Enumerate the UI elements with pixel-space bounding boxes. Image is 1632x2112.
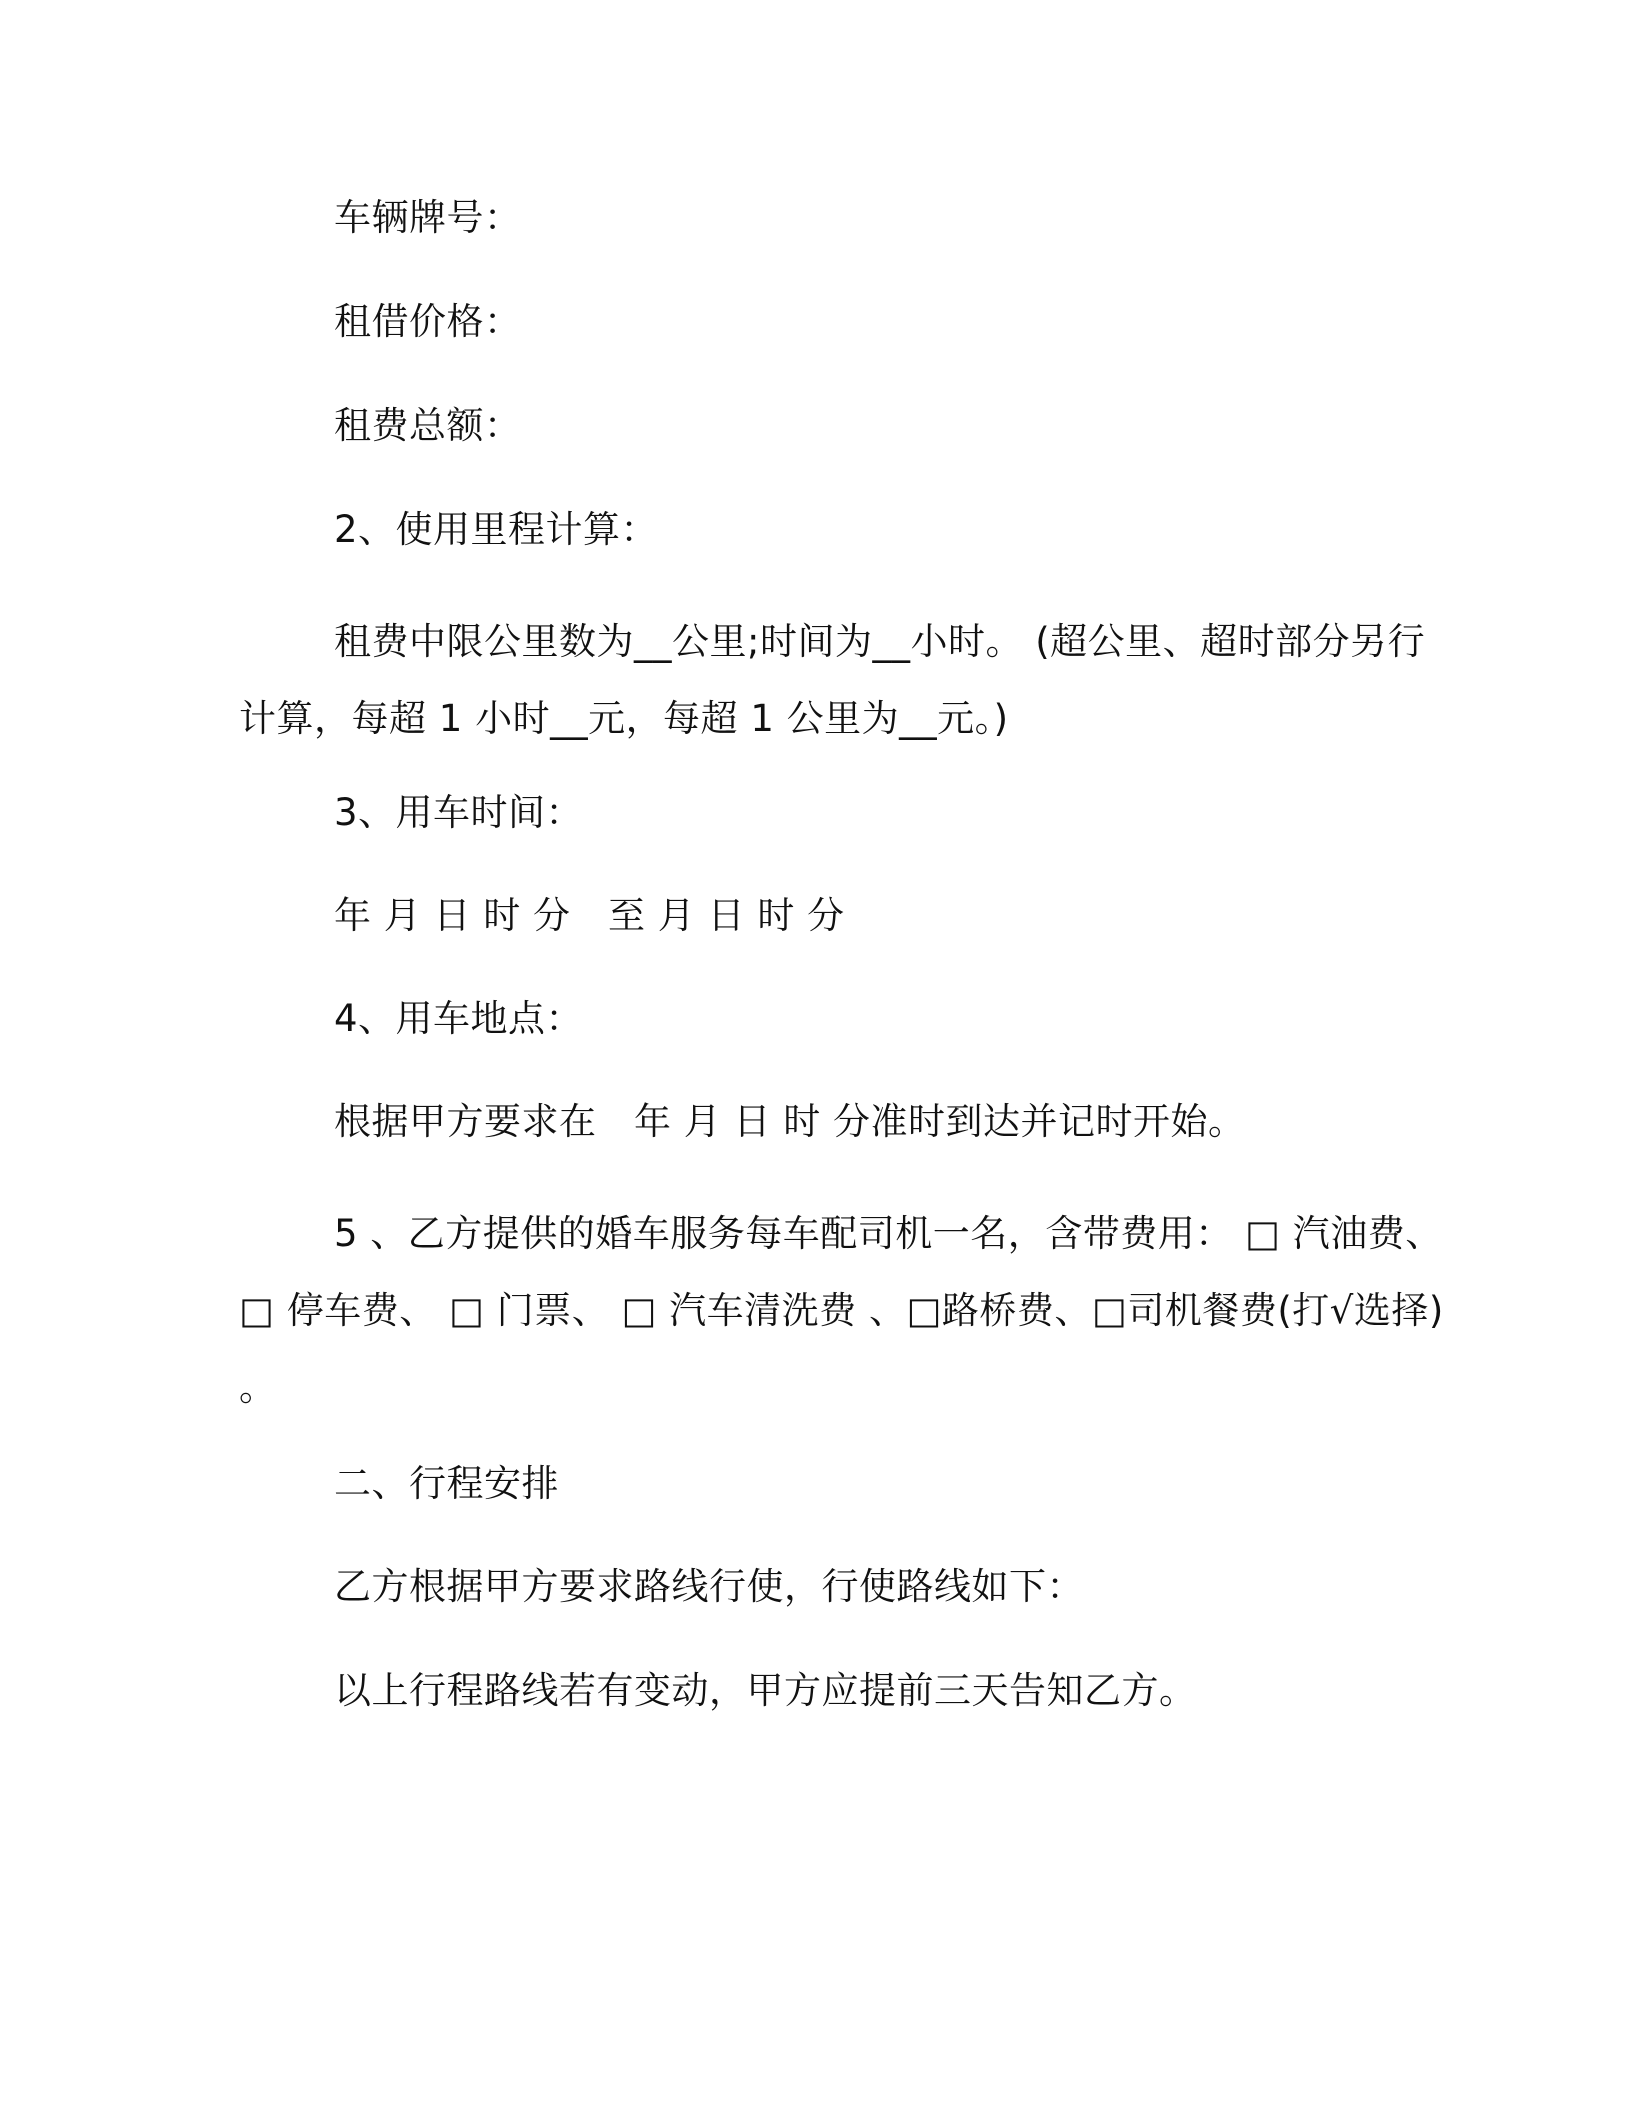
place-line: 根据甲方要求在 年 月 日 时 分准时到达并记时开始。 [334, 1100, 1246, 1143]
rental-total-line: 租费总额： [334, 404, 522, 447]
place-heading: 4、用车地点： [334, 997, 584, 1040]
route-change-line: 以上行程路线若有变动，甲方应提前三天告知乙方。 [334, 1669, 1197, 1712]
time-heading: 3、用车时间： [334, 791, 584, 834]
plate-number-line: 车辆牌号： [334, 196, 522, 239]
rental-price-line: 租借价格： [334, 300, 522, 343]
route-line: 乙方根据甲方要求路线行使，行使路线如下： [334, 1565, 1084, 1608]
mileage-heading: 2、使用里程计算： [334, 508, 659, 551]
mileage-paragraph: 租费中限公里数为__公里;时间为__小时。 (超公里、超时部分另行计算，每超 1 小时__元，每超 1 公里为__元。) [239, 620, 1426, 740]
time-line: 年 月 日 时 分 至 月 日 时 分 [334, 894, 845, 937]
service-paragraph: 5 、乙方提供的婚车服务每车配司机一名，含带费用： □ 汽油费、 □ 停车费、 □ 门票、 □ 汽车清洗费 、□路桥费、□司机餐费(打√选择) 。 [239, 1212, 1444, 1409]
itinerary-heading: 二、行程安排 [334, 1462, 559, 1505]
